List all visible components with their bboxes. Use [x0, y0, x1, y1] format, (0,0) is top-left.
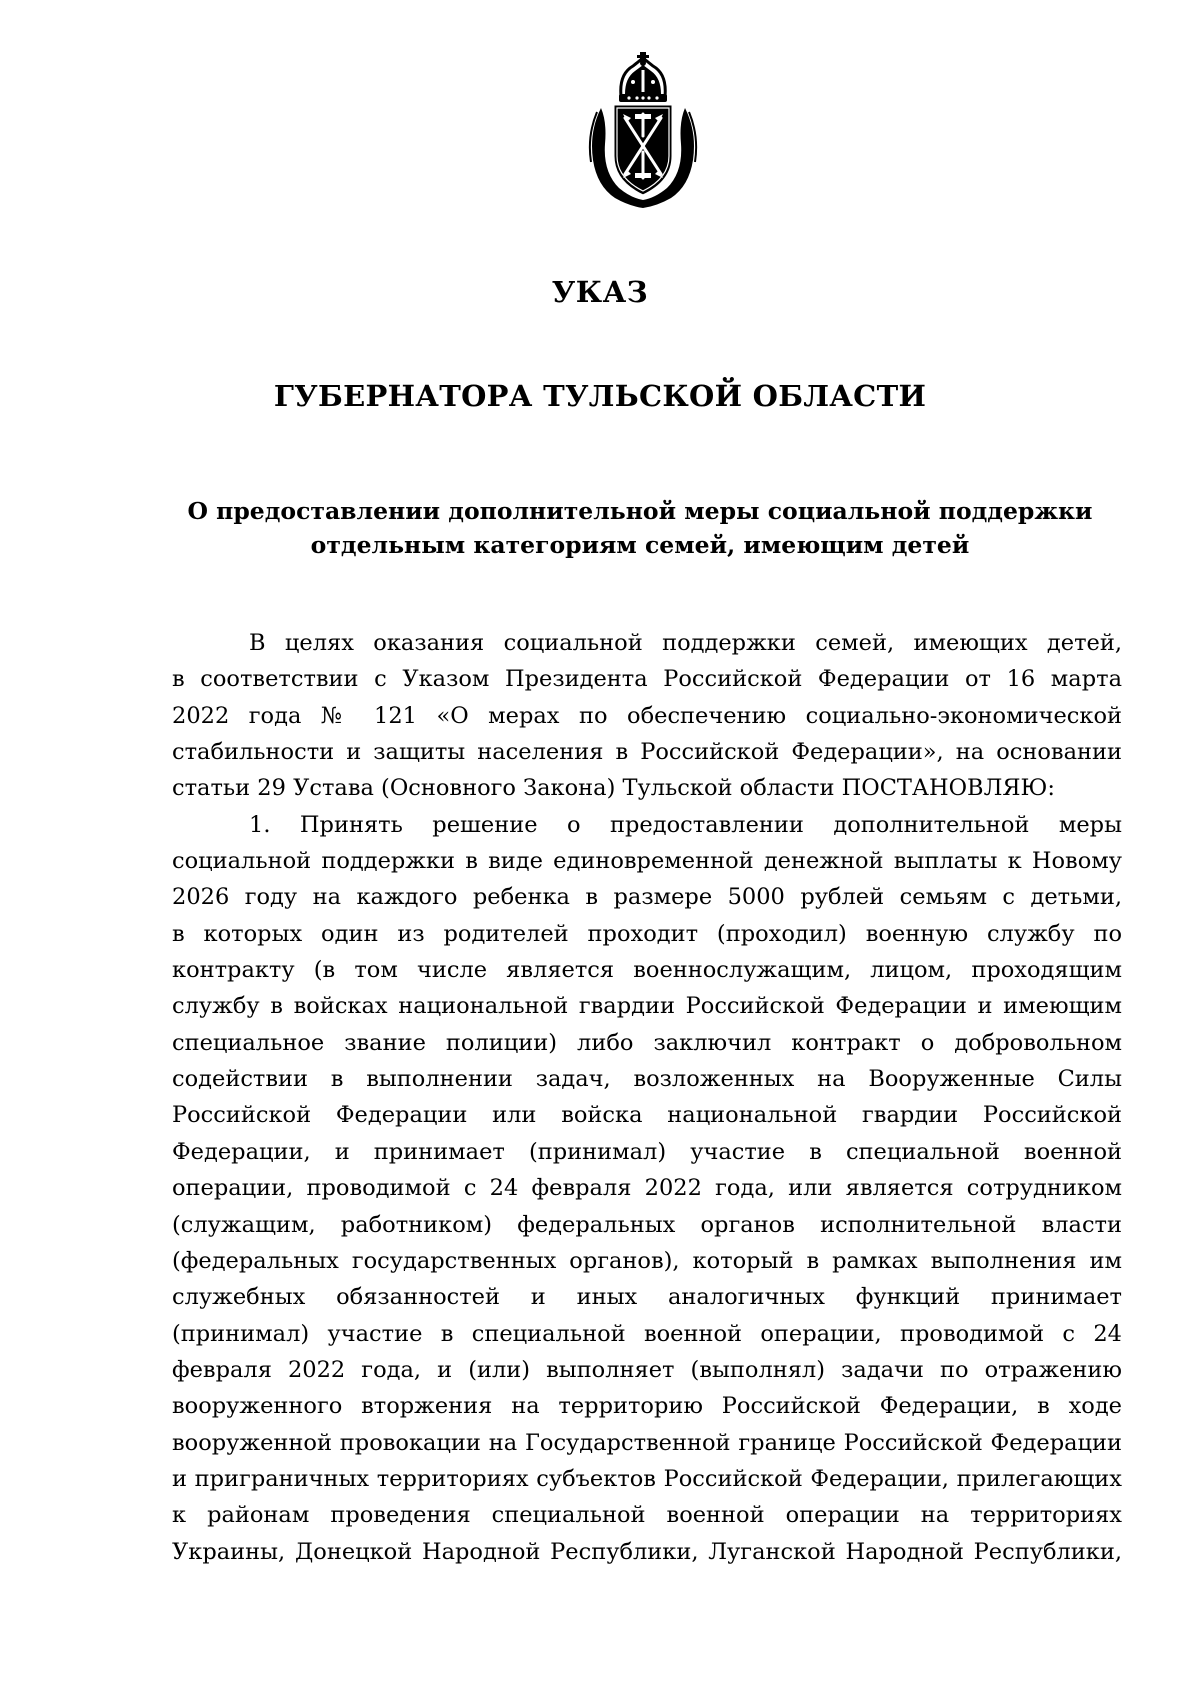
body-line: Российской Федерации или войска национальной гвардии Российской: [172, 1102, 1122, 1129]
body-line: контракту (в том числе является военнослужащим, лицом, проходящим: [172, 957, 1122, 984]
subject-line: О предоставлении дополнительной меры социальной поддержки: [187, 497, 1093, 525]
body-line: и приграничных территориях субъектов Российской Федерации, прилегающих: [172, 1465, 1122, 1492]
coat-of-arms-emblem: [583, 52, 703, 208]
body-line: службу в войсках национальной гвардии Российской Федерации и имеющим: [172, 993, 1122, 1020]
body-line: в соответствии с Указом Президента Российской Федерации от 16 марта: [172, 666, 1122, 693]
body-line: 2026 году на каждого ребенка в размере 5000 рублей семьям с детьми,: [172, 884, 1122, 911]
body-line: Федерации, и принимает (принимал) участие в специальной военной: [172, 1138, 1122, 1165]
body-line: 1. Принять решение о предоставлении дополнительной меры: [249, 811, 1122, 838]
document-body: [172, 625, 1122, 1570]
subject-line: отдельным категориям семей, имеющим детей: [310, 531, 970, 559]
body-line: социальной поддержки в виде единовременной денежной выплаты к Новому: [172, 848, 1122, 875]
body-line: служебных обязанностей и иных аналогичных функций принимает: [172, 1284, 1122, 1311]
body-line: (принимал) участие в специальной военной операции, проводимой с 24: [172, 1320, 1122, 1347]
body-line: 2022 года № 121 «О мерах по обеспечению социально-экономической: [172, 702, 1122, 729]
body-line: вооруженного вторжения на территорию Российской Федерации, в ходе: [172, 1393, 1122, 1420]
document-type-title: УКАЗ: [551, 275, 649, 309]
body-line: к районам проведения специальной военной операции на территориях: [172, 1502, 1122, 1529]
body-line: операции, проводимой с 24 февраля 2022 года, или является сотрудником: [172, 1175, 1122, 1202]
body-line: (федеральных государственных органов), который в рамках выполнения им: [172, 1247, 1122, 1274]
body-line: (служащим, работником) федеральных органов исполнительной власти: [172, 1211, 1122, 1238]
body-line: Украины, Донецкой Народной Республики, Луганской Народной Республики,: [172, 1538, 1122, 1565]
body-line: стабильности и защиты населения в Российской Федерации», на основании: [172, 739, 1122, 766]
body-line: вооруженной провокации на Государственной границе Российской Федерации: [172, 1429, 1122, 1456]
body-line: содействии в выполнении задач, возложенных на Вооруженные Силы: [172, 1066, 1122, 1093]
body-line: В целях оказания социальной поддержки семей, имеющих детей,: [249, 630, 1122, 656]
body-line: в которых один из родителей проходит (проходил) военную службу по: [172, 920, 1122, 947]
body-line: статьи 29 Устава (Основного Закона) Тульской области ПОСТАНОВЛЯЮ:: [172, 775, 1055, 802]
issuer-title: ГУБЕРНАТОРА ТУЛЬСКОЙ ОБЛАСТИ: [273, 379, 927, 413]
document-subject: [160, 494, 1120, 562]
body-line: специальное звание полиции) либо заключил контракт о добровольном: [172, 1029, 1122, 1056]
body-line: февраля 2022 года, и (или) выполняет (выполнял) задачи по отражению: [172, 1356, 1122, 1383]
